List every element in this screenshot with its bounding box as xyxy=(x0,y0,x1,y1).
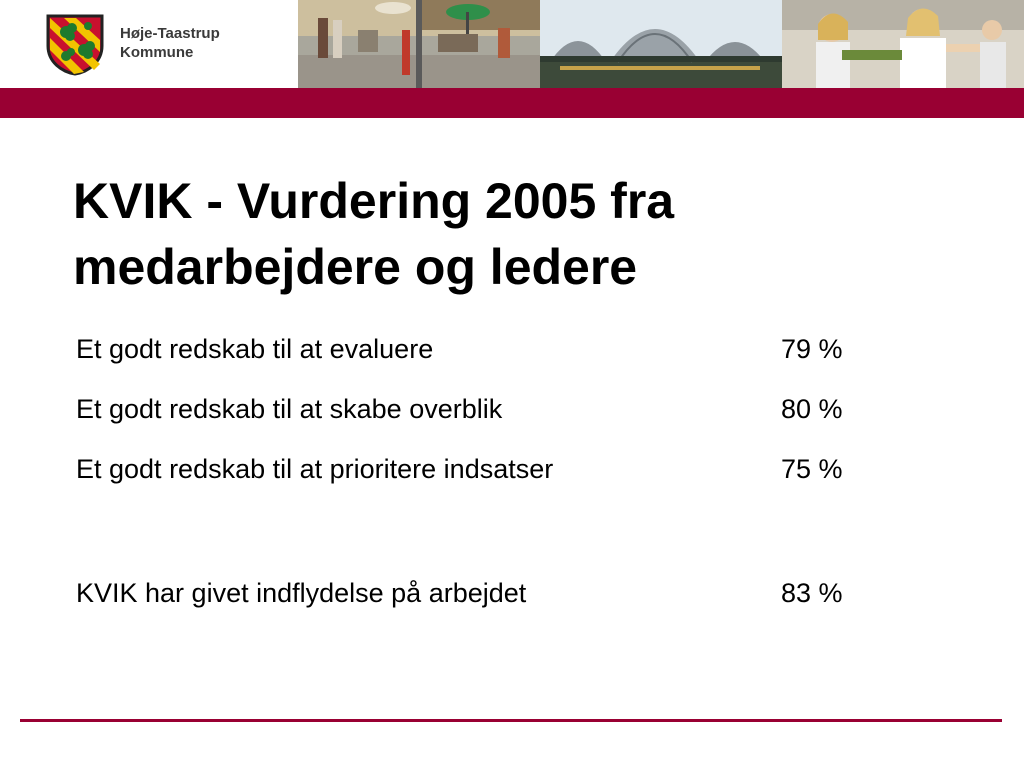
header-accent-band xyxy=(0,88,1024,118)
result-row-label: Et godt redskab til at prioritere indsatser xyxy=(76,454,554,484)
street-scene-photo xyxy=(298,0,540,88)
result-row-label: KVIK har givet indflydelse på arbejdet xyxy=(76,578,527,608)
result-row-value: 83 % xyxy=(781,578,843,608)
result-row-value: 75 % xyxy=(781,454,843,484)
organization-name-line2: Kommune xyxy=(120,44,194,61)
organization-name-line1: Høje-Taastrup xyxy=(120,25,220,42)
arched-glass-buildings-photo xyxy=(540,0,782,88)
result-row-value: 79 % xyxy=(781,334,843,364)
organization-name xyxy=(120,24,220,62)
result-row-label: Et godt redskab til at skabe overblik xyxy=(76,394,503,424)
coat-of-arms-icon xyxy=(44,12,106,76)
slide-title-line2: medarbejdere og ledere xyxy=(73,239,638,295)
slide-header xyxy=(0,0,1024,88)
header-photo-strip xyxy=(298,0,1024,88)
result-row-value: 80 % xyxy=(781,394,843,424)
children-playing-photo xyxy=(782,0,1024,88)
slide-title xyxy=(73,168,973,300)
slide-title-line1: KVIK - Vurdering 2005 fra xyxy=(73,173,675,229)
footer-divider xyxy=(20,719,1002,722)
result-row-label: Et godt redskab til at evaluere xyxy=(76,334,434,364)
